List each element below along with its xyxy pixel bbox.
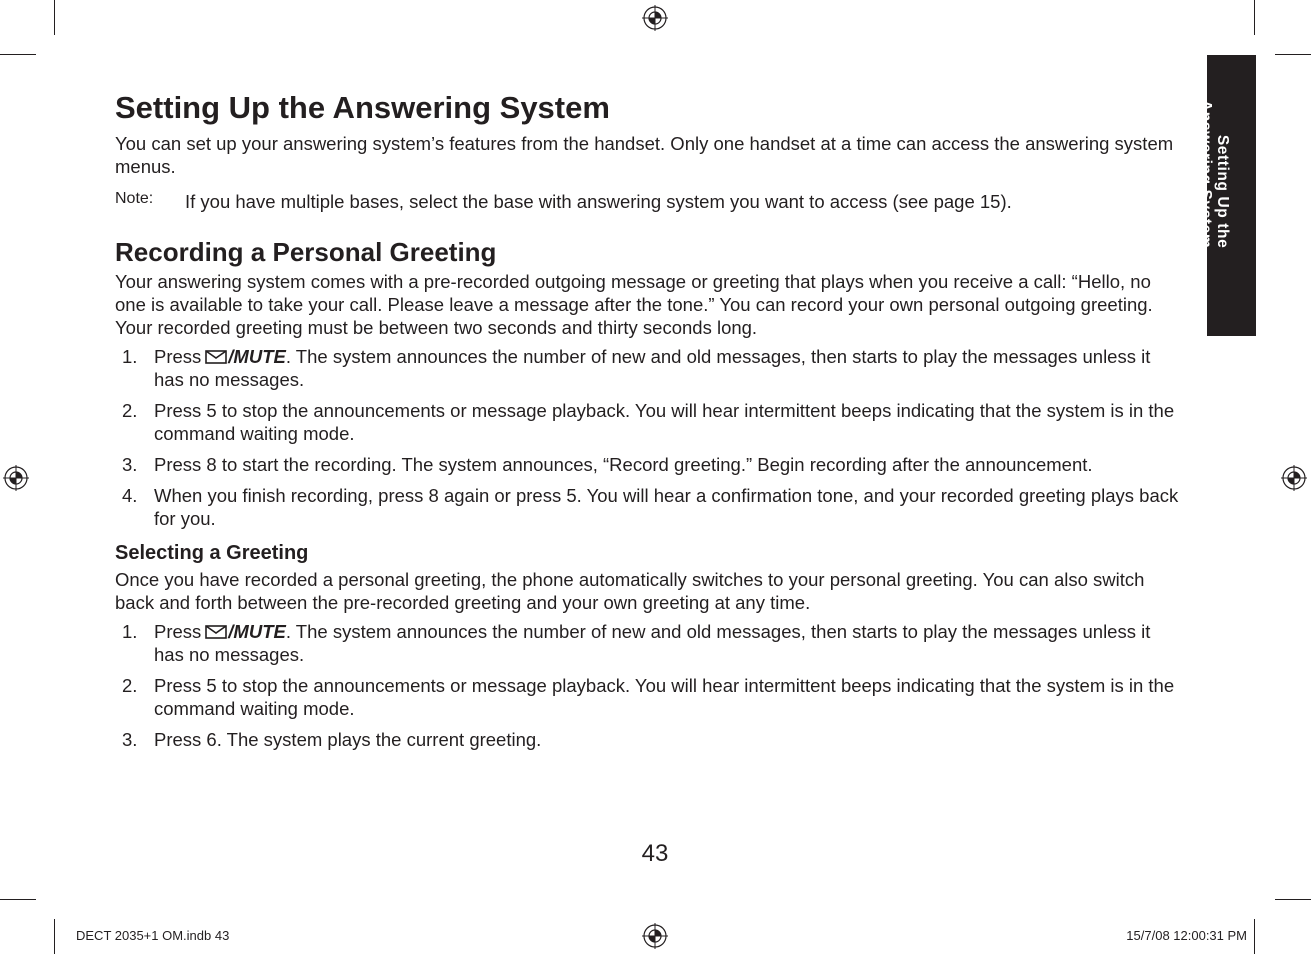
crop-mark (1275, 54, 1311, 55)
list-item (115, 484, 1180, 530)
step-text: Press 5 to stop the announcements or message playback. You will hear intermittent beeps indicating that the system is in the command waiting mode. (154, 675, 1175, 719)
step-press: Press (154, 621, 202, 642)
step-number: 4. (122, 485, 138, 506)
registration-mark-icon (642, 5, 668, 31)
registration-mark-icon (642, 923, 668, 949)
footer-timestamp: 15/7/08 12:00:31 PM (1126, 928, 1247, 943)
page-content (115, 90, 1180, 759)
section-heading-recording: Recording a Personal Greeting (115, 237, 497, 267)
step-number: 2. (122, 675, 138, 696)
page-title: Setting Up the Answering System (115, 90, 610, 125)
note (115, 190, 1180, 213)
step-text: When you finish recording, press 8 again or press 5. You will hear a confirmation tone, and your recorded greeting plays back for you. (154, 485, 1179, 529)
list-item (115, 728, 1180, 751)
list-item (115, 453, 1180, 476)
crop-mark (54, 0, 55, 35)
crop-mark (1275, 899, 1311, 900)
step-text: . The system announces the number of new and old messages, then starts to play the messages unless it has no messages. (154, 621, 1151, 665)
section-heading-selecting: Selecting a Greeting (115, 542, 309, 564)
step-text: . The system announces the number of new and old messages, then starts to play the messages unless it has no messages. (154, 346, 1151, 390)
list-item (115, 399, 1180, 445)
page-number: 43 (641, 840, 669, 867)
note-label: Note: (115, 190, 154, 207)
side-tab-line1: Setting Up the (1214, 134, 1231, 249)
step-text: Press 6. The system plays the current greeting. (154, 729, 542, 750)
registration-mark-icon (1281, 465, 1307, 491)
list-item (115, 345, 1180, 391)
recording-steps (115, 345, 1180, 530)
mute-key-label: /MUTE (228, 346, 286, 367)
crop-mark (0, 54, 36, 55)
envelope-icon (205, 625, 227, 639)
note-text: If you have multiple bases, select the base with answering system you want to access (see page 15). (185, 191, 1012, 212)
registration-mark-icon (3, 465, 29, 491)
step-number: 1. (122, 346, 138, 367)
side-tab-label (1197, 100, 1231, 248)
crop-mark (1254, 0, 1255, 35)
crop-mark (54, 919, 55, 954)
list-item (115, 620, 1180, 666)
step-text: Press 5 to stop the announcements or message playback. You will hear intermittent beeps indicating that the system is in the command waiting mode. (154, 400, 1175, 444)
footer-file-info: DECT 2035+1 OM.indb 43 (76, 928, 230, 943)
step-number: 3. (122, 454, 138, 475)
mute-key-label: /MUTE (228, 621, 286, 642)
crop-mark (1254, 919, 1255, 954)
step-text: Press 8 to start the recording. The system announces, “Record greeting.” Begin recording after the announcement. (154, 454, 1093, 475)
step-number: 1. (122, 621, 138, 642)
selecting-steps (115, 620, 1180, 751)
step-number: 2. (122, 400, 138, 421)
list-item (115, 674, 1180, 720)
envelope-icon (205, 350, 227, 364)
step-press: Press (154, 346, 202, 367)
intro-paragraph: You can set up your answering system’s features from the handset. Only one handset at a time can access the answering system menus. (115, 133, 1174, 177)
recording-intro: Your answering system comes with a pre-recorded outgoing message or greeting that plays when you receive a call: “Hello, no one is available to take your call. Please leave a message after the tone.” You can record your own personal outgoing greeting. Your recorded greeting must be between two seconds and thirty seconds long. (115, 271, 1153, 338)
side-tab-line2: Answering System (1197, 100, 1214, 249)
step-number: 3. (122, 729, 138, 750)
crop-mark (0, 899, 36, 900)
selecting-intro: Once you have recorded a personal greeting, the phone automatically switches to your personal greeting. You can also switch back and forth between the pre-recorded greeting and your own greeting at any time. (115, 569, 1145, 613)
